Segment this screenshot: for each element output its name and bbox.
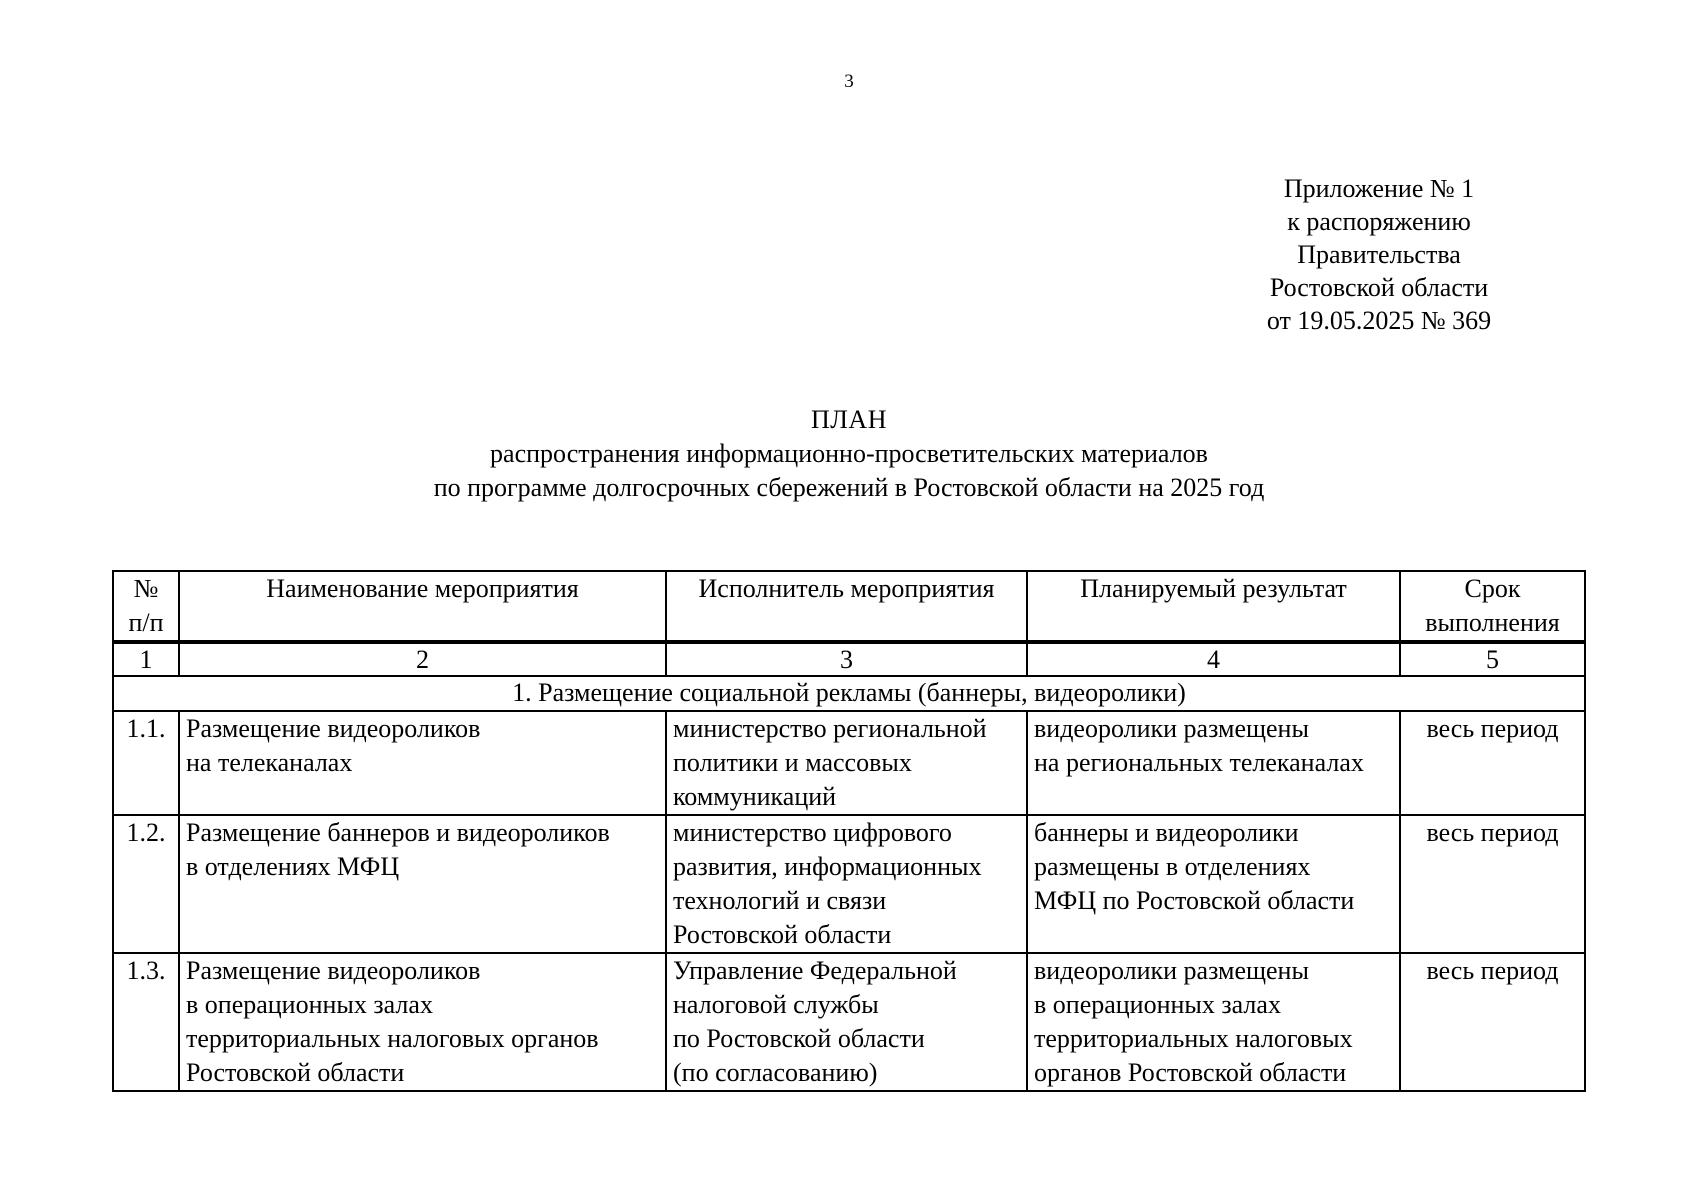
header-term (1400, 571, 1585, 642)
column-number: 3 (666, 642, 1027, 676)
header-result (1027, 571, 1400, 642)
cell-line: баннеры и видеоролики (1034, 818, 1299, 847)
header-text: Срок (1464, 574, 1521, 603)
row-result (1027, 815, 1400, 953)
row-executor (666, 815, 1027, 953)
cell-line: Ростовской области (673, 920, 892, 949)
cell-line: видеоролики размещены (1034, 714, 1309, 743)
row-name (179, 711, 666, 815)
appendix-line: Приложение № 1 (1283, 174, 1475, 203)
row-number: 1.2. (113, 815, 179, 953)
cell-line: органов Ростовской области (1034, 1058, 1347, 1087)
cell-line: Размещение видеороликов (186, 714, 481, 743)
column-number: 4 (1027, 642, 1400, 676)
cell-line: видеоролики размещены (1034, 956, 1309, 985)
table-row (113, 711, 1585, 815)
cell-line: политики и массовых (673, 748, 912, 777)
row-name (179, 953, 666, 1091)
appendix-line: от 19.05.2025 № 369 (1266, 306, 1492, 335)
cell-line: в отделениях МФЦ (186, 852, 400, 881)
cell-line: в операционных залах (186, 990, 433, 1019)
cell-line: технологий и связи (673, 886, 887, 915)
row-executor (666, 953, 1027, 1091)
appendix-line: Правительства (1297, 240, 1461, 269)
table-header-row (113, 571, 1585, 642)
column-number: 1 (113, 642, 179, 676)
header-executor (666, 571, 1027, 642)
row-name (179, 815, 666, 953)
plan-table (112, 570, 1586, 1092)
row-term: весь период (1400, 953, 1585, 1091)
header-num (113, 571, 179, 642)
title-main: ПЛАН (811, 405, 887, 434)
cell-line: Управление Федеральной (673, 956, 957, 985)
section-row (113, 676, 1585, 711)
cell-line: МФЦ по Ростовской области (1034, 886, 1355, 915)
cell-line: министерство региональной (673, 714, 987, 743)
row-executor (666, 711, 1027, 815)
cell-line: на региональных телеканалах (1034, 748, 1364, 777)
cell-line: территориальных налоговых (1034, 1024, 1353, 1053)
cell-line: Размещение баннеров и видеороликов (186, 818, 610, 847)
appendix-block (1244, 172, 1514, 337)
cell-line: Ростовской области (186, 1058, 405, 1087)
header-text: Планируемый результат (1080, 574, 1347, 603)
column-number: 5 (1400, 642, 1585, 676)
header-text: п/п (128, 608, 164, 637)
title-subtitle-line: распространения информационно-просветительских материалов (490, 439, 1208, 468)
cell-line: на телеканалах (186, 748, 353, 777)
appendix-line: Ростовской области (1269, 273, 1489, 302)
page-number: 3 (844, 71, 854, 92)
cell-line: по Ростовской области (673, 1024, 925, 1053)
header-name (179, 571, 666, 642)
cell-line: (по согласованию) (673, 1058, 878, 1087)
cell-line: территориальных налоговых органов (186, 1024, 599, 1053)
appendix-line: к распоряжению (1287, 207, 1471, 236)
cell-line: размещены в отделениях (1034, 852, 1311, 881)
row-number: 1.3. (113, 953, 179, 1091)
row-result (1027, 953, 1400, 1091)
cell-line: развития, информационных (673, 852, 982, 881)
row-term: весь период (1400, 711, 1585, 815)
cell-line: Размещение видеороликов (186, 956, 481, 985)
table-row (113, 953, 1585, 1091)
row-number: 1.1. (113, 711, 179, 815)
column-number: 2 (179, 642, 666, 676)
cell-line: коммуникаций (673, 782, 837, 811)
document-title (0, 403, 1698, 505)
column-numbers-row (113, 642, 1585, 676)
header-text: Исполнитель мероприятия (698, 574, 995, 603)
section-title: 1. Размещение социальной рекламы (баннеры, видеоролики) (113, 676, 1585, 711)
header-text: № (133, 574, 159, 603)
header-text: выполнения (1425, 608, 1560, 637)
table-row (113, 815, 1585, 953)
cell-line: в операционных залах (1034, 990, 1281, 1019)
row-result (1027, 711, 1400, 815)
title-subtitle-line: по программе долгосрочных сбережений в Ростовской области на 2025 год (433, 473, 1265, 502)
cell-line: министерство цифрового (673, 818, 952, 847)
header-text: Наименование мероприятия (266, 574, 579, 603)
cell-line: налоговой службы (673, 990, 879, 1019)
row-term: весь период (1400, 815, 1585, 953)
